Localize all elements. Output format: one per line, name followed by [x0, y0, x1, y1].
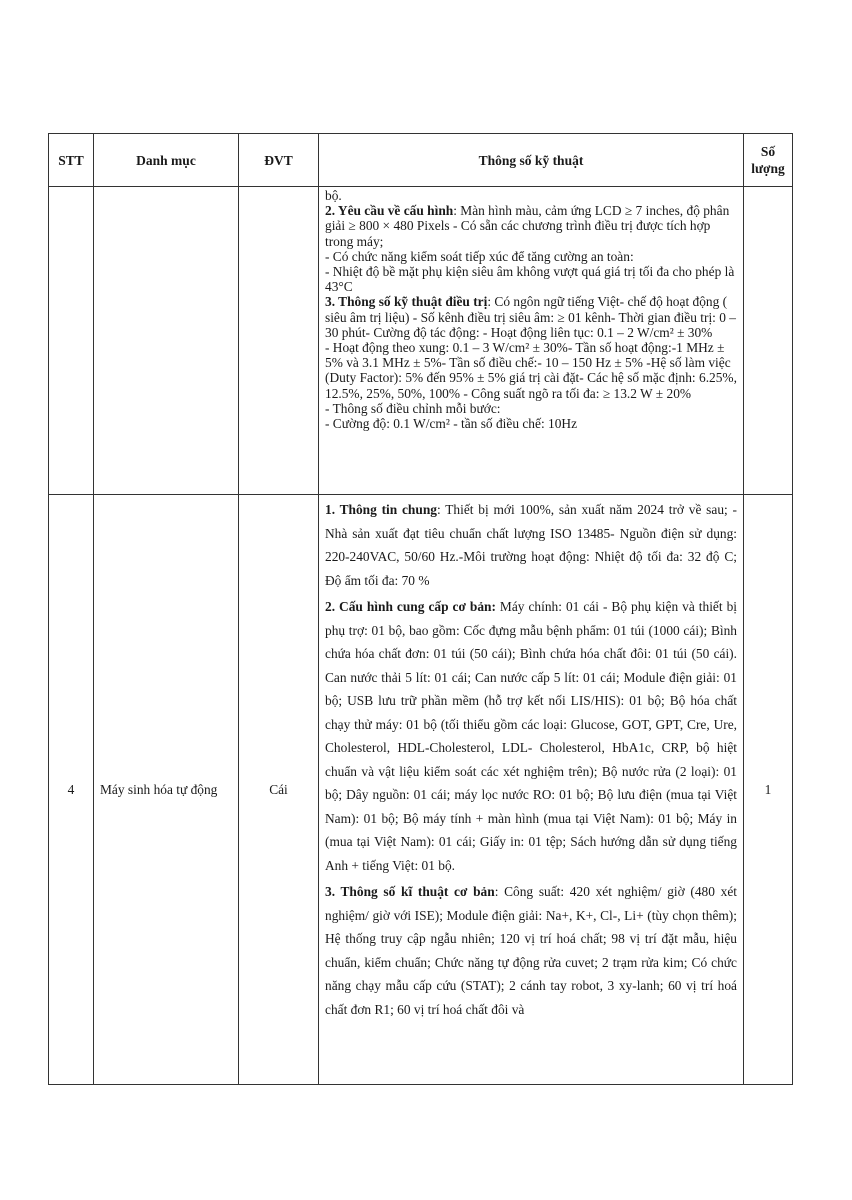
spec-section	[325, 880, 737, 1021]
row1-spec-cell	[319, 187, 744, 495]
header-danh-muc: Danh mục	[94, 134, 239, 187]
spec-line: - Có chức năng kiểm soát tiếp xúc để tăng cường an toàn:	[325, 248, 634, 264]
row1-so-luong-cell	[744, 187, 793, 495]
header-so-luong: Số lượng	[744, 134, 793, 187]
header-thong-so: Thông số kỹ thuật	[319, 134, 744, 187]
row2-dvt-cell: Cái	[239, 495, 319, 1085]
row2-so-luong-cell: 1	[744, 495, 793, 1085]
row2-danh-muc-cell: Máy sinh hóa tự động	[94, 495, 239, 1085]
section-text: : Thiết bị mới 100%, sản xuất năm 2024 trở về sau; -Nhà sản xuất đạt tiêu chuẩn chất lượng ISO 13485- Nguồn điện sử dụng: 220-240VAC, 50/60 Hz.-Môi trường hoạt động: Nhiệt độ tối đa: 32 độ C; Độ ẩm tối đa: 70 %	[325, 502, 737, 588]
section-title: 3. Thông số kỹ thuật điều trị	[325, 294, 488, 310]
spec-table	[48, 133, 793, 1085]
spec-line: bộ.	[325, 188, 342, 203]
spec-line: - Cường độ: 0.1 W/cm² - tần số điều chế: 10Hz	[325, 416, 578, 432]
spec-line: - Thông số điều chỉnh mỗi bước:	[325, 400, 501, 416]
section-title: 2. Yêu cầu về cấu hình	[325, 203, 454, 219]
spec-line: - Nhiệt độ bề mặt phụ kiện siêu âm không vượt quá giá trị tối đa cho phép là 43°C	[325, 264, 735, 295]
spec-section	[325, 294, 737, 340]
section-title: 1. Thông tin chung	[325, 502, 437, 517]
section-title: 3. Thông số kĩ thuật cơ bản	[325, 884, 495, 899]
spec-line: - Hoạt động theo xung: 0.1 – 3 W/cm² ± 30%- Tần số hoạt động:-1 MHz ± 5% và 3.1 MHz ± 5%- Tần số điều chế:- 10 – 150 Hz ± 5% -Hệ số làm việc (Duty Factor): 5% đến 95% ± 5% giá trị cài đặt- Các hệ số mặc định: 6.25%, 12.5%, 25%, 50%, 100% - Công suất ngõ ra tối đa: ≥ 13.2 W ± 20%	[325, 340, 737, 401]
section-text: : Có ngôn ngữ tiếng Việt- chế độ hoạt động ( siêu âm trị liệu) - Số kênh điều trị siêu âm: ≥ 01 kênh- Thời gian điều trị: 0 – 30 phút- Cường độ tác động: - Hoạt động liên tục: 0.1 – 2 W/cm² ± 30%	[325, 294, 736, 340]
row2-stt-cell: 4	[49, 495, 94, 1085]
row1-danh-muc-cell	[94, 187, 239, 495]
section-text: Máy chính: 01 cái - Bộ phụ kiện và thiết bị phụ trợ: 01 bộ, bao gồm: Cốc đựng mẫu bệnh phẩm: 01 túi (1000 cái); Bình chứa hóa chất đơn: 01 túi (50 cái); Bình chứa hóa chất đôi: 01 túi (50 cái). Can nước thải 5 lít: 01 cái; Can nước cấp 5 lít: 01 cái; Module điện giải: 01 bộ; USB lưu trữ phần mềm (hỗ trợ kết nối LIS/HIS): 01 bộ; Bộ hóa chất chạy thử máy: 01 bộ (tối thiểu gồm các loại: Glucose, GOT, GPT, Cre, Ure, Cholesterol, HDL-Cholesterol, LDL- Cholesterol, HbA1c, CRP, bộ hiệt chuẩn và vật liệu kiểm soát các xét nghiệm trên); Bộ nước rửa (2 loại): 01 bộ; Dây nguồn: 01 cái; máy lọc nước RO: 01 bộ; Bộ lưu điện (mua tại Việt Nam): 01 bộ; Bộ máy tính + màn hình (mua tại Việt Nam): 01 bộ; Máy in (mua tại Việt Nam): 01 cái; Giấy in: 01 tệp; Sách hướng dẫn sử dụng tiếng Anh + tiếng Việt: 01 bộ.	[325, 599, 738, 873]
table-header-row	[49, 134, 793, 187]
row1-dvt-cell	[239, 187, 319, 495]
section-text: : Công suất: 420 xét nghiệm/ giờ (480 xét nghiệm/ giờ với ISE); Module điện giải: Na+, K+, Cl-, Li+ (tùy chọn thêm); Hệ thống truy cập ngẫu nhiên; 120 vị trí hoá chất; 98 vị trí đặt mẫu, hiệu chuẩn, kiểm chuẩn; Chức năng tự động rửa cuvet; 2 trạm rửa kim; Có chức năng chạy mẫu cấp cứu (STAT); 2 cánh tay robot, 3 xy-lanh; 60 vị trí hoá chất đơn R1; 60 vị trí hoá chất đôi và	[325, 884, 737, 1017]
table-row	[49, 495, 793, 1085]
row2-spec-cell	[319, 495, 744, 1085]
spec-section	[325, 203, 737, 249]
header-dvt: ĐVT	[239, 134, 319, 187]
row1-stt-cell	[49, 187, 94, 495]
spec-section	[325, 498, 737, 592]
spec-section	[325, 595, 737, 877]
header-stt: STT	[49, 134, 94, 187]
table-row	[49, 187, 793, 495]
section-title: 2. Cấu hình cung cấp cơ bản:	[325, 599, 496, 614]
section-text: : Màn hình màu, cảm ứng LCD ≥ 7 inches, độ phân giải ≥ 800 × 480 Pixels - Có sẵn các chương trình điều trị được tích hợp trong máy;	[325, 203, 730, 249]
